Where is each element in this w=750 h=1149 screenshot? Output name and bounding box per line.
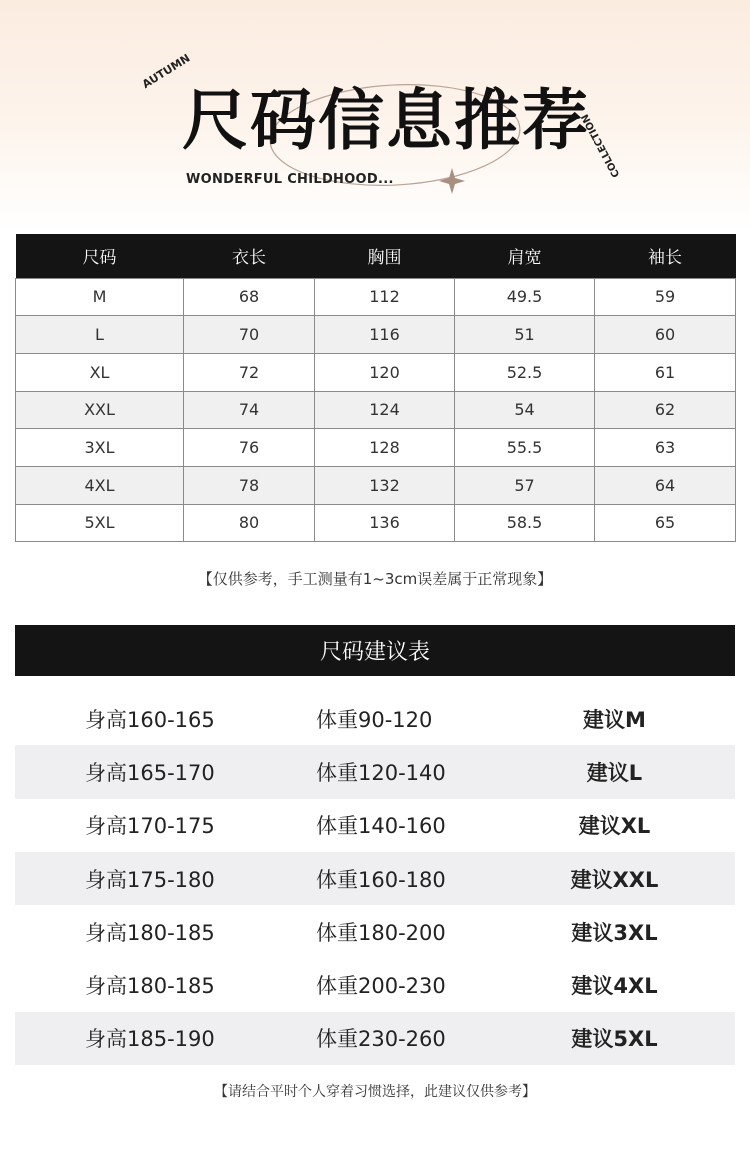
recommend-height: 身高185-190	[85, 1027, 215, 1052]
list-item	[15, 745, 735, 798]
cell-shoulder: 52.5	[455, 353, 595, 391]
cell-shoulder: 58.5	[455, 504, 595, 542]
cell-sleeve: 63	[595, 429, 736, 467]
table-row	[16, 278, 736, 316]
header-chest: 胸围	[315, 234, 455, 278]
list-item	[15, 958, 735, 1011]
recommend-weight: 体重140-160	[316, 814, 446, 839]
cell-sleeve: 64	[595, 466, 736, 504]
recommend-size: 建议3XL	[571, 920, 658, 945]
page-subtitle: WONDERFUL CHILDHOOD...	[186, 172, 394, 187]
cell-sleeve: 65	[595, 504, 736, 542]
list-item	[15, 1012, 735, 1065]
recommend-size: 建议L	[586, 760, 643, 785]
measurement-note: 【仅供参考，手工测量有1~3cm误差属于正常现象】	[197, 570, 553, 588]
table-row	[16, 391, 736, 429]
recommend-size: 建议4XL	[571, 974, 658, 999]
cell-size: 3XL	[16, 429, 184, 467]
size-chart-header-row	[16, 234, 736, 278]
cell-length: 68	[184, 278, 315, 316]
list-item	[15, 852, 735, 905]
cell-length: 80	[184, 504, 315, 542]
cell-length: 78	[184, 466, 315, 504]
size-chart-table	[15, 234, 736, 542]
cell-shoulder: 54	[455, 391, 595, 429]
arc-text-autumn: AUTUMN	[140, 51, 193, 92]
table-row	[16, 504, 736, 542]
cell-size: M	[16, 278, 184, 316]
cell-length: 74	[184, 391, 315, 429]
recommend-height: 身高180-185	[85, 920, 215, 945]
table-row	[16, 353, 736, 391]
list-item	[15, 692, 735, 745]
cell-size: 4XL	[16, 466, 184, 504]
cell-size: XL	[16, 353, 184, 391]
cell-shoulder: 49.5	[455, 278, 595, 316]
recommend-weight: 体重180-200	[316, 920, 446, 945]
recommend-note: 【请结合平时个人穿着习惯选择，此建议仅供参考】	[214, 1084, 536, 1100]
cell-shoulder: 51	[455, 316, 595, 354]
cell-sleeve: 61	[595, 353, 736, 391]
recommend-height: 身高175-180	[85, 867, 215, 892]
cell-sleeve: 60	[595, 316, 736, 354]
cell-sleeve: 59	[595, 278, 736, 316]
hero-banner	[0, 0, 750, 230]
list-item	[15, 905, 735, 958]
cell-chest: 112	[315, 278, 455, 316]
table-row	[16, 466, 736, 504]
header-sleeve: 袖长	[595, 234, 736, 278]
cell-length: 72	[184, 353, 315, 391]
recommend-height: 身高180-185	[85, 974, 215, 999]
cell-chest: 124	[315, 391, 455, 429]
header-shoulder: 肩宽	[455, 234, 595, 278]
header-size: 尺码	[16, 234, 184, 278]
sparkle-icon	[439, 168, 465, 194]
recommend-height: 身高165-170	[85, 760, 215, 785]
cell-shoulder: 55.5	[455, 429, 595, 467]
recommend-weight: 体重200-230	[316, 974, 446, 999]
recommend-size: 建议XL	[578, 814, 651, 839]
cell-chest: 120	[315, 353, 455, 391]
cell-shoulder: 57	[455, 466, 595, 504]
recommend-list	[15, 692, 735, 1065]
cell-length: 76	[184, 429, 315, 467]
cell-size: XXL	[16, 391, 184, 429]
cell-length: 70	[184, 316, 315, 354]
cell-size: 5XL	[16, 504, 184, 542]
cell-chest: 128	[315, 429, 455, 467]
recommend-height: 身高160-165	[85, 707, 215, 732]
recommend-header: 尺码建议表	[15, 625, 735, 676]
recommend-weight: 体重230-260	[316, 1027, 446, 1052]
recommend-weight: 体重120-140	[316, 760, 446, 785]
page-title: 尺码信息推荐	[182, 82, 590, 159]
arc-text-collection: COLLECTION	[579, 111, 623, 180]
recommend-weight: 体重160-180	[316, 867, 446, 892]
recommend-size: 建议M	[583, 707, 646, 732]
table-row	[16, 429, 736, 467]
cell-sleeve: 62	[595, 391, 736, 429]
cell-size: L	[16, 316, 184, 354]
recommend-height: 身高170-175	[85, 814, 215, 839]
recommend-weight: 体重90-120	[316, 707, 433, 732]
list-item	[15, 799, 735, 852]
table-row	[16, 316, 736, 354]
cell-chest: 136	[315, 504, 455, 542]
recommend-size: 建议XXL	[570, 867, 659, 892]
header-length: 衣长	[184, 234, 315, 278]
recommend-size: 建议5XL	[571, 1027, 658, 1052]
cell-chest: 132	[315, 466, 455, 504]
cell-chest: 116	[315, 316, 455, 354]
